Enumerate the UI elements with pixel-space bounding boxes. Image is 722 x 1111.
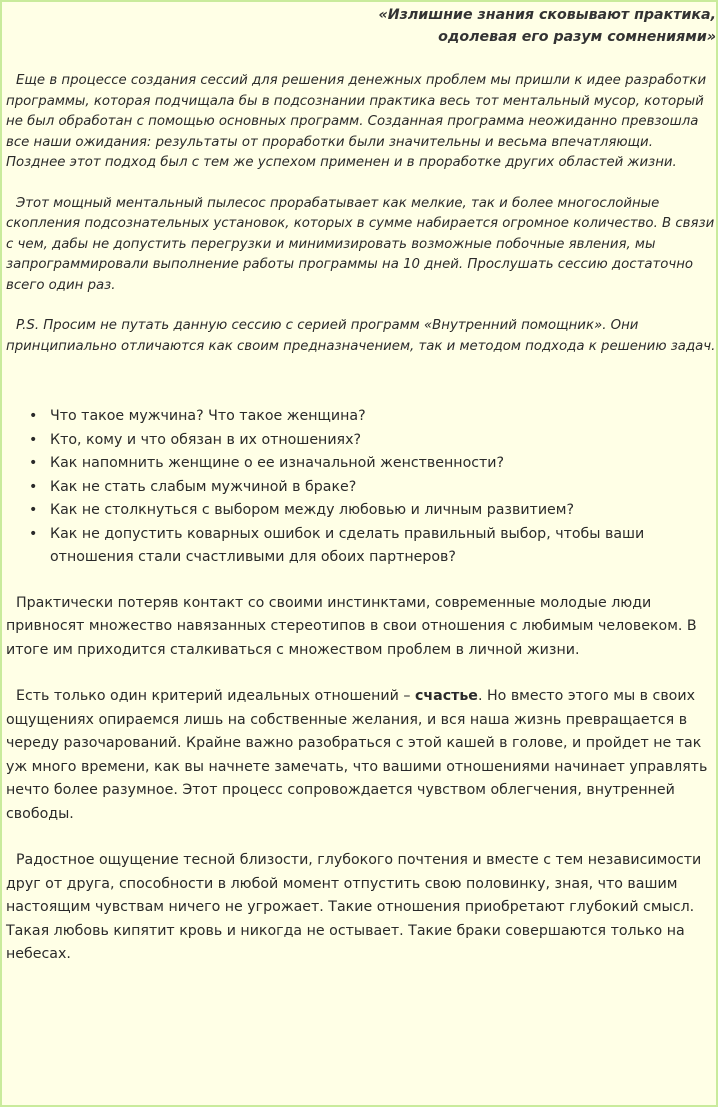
bullet-icon: • [29, 502, 38, 518]
paragraph-text-before: Есть только один критерий идеальных отношений – [16, 688, 415, 704]
list-item [6, 429, 716, 453]
body-paragraph: Практически потеряв контакт со своими инстинктами, современные молодые люди привносят множество навязанных стереотипов в свои отношения с любимым человеком. В итоге им приходится сталкиваться с множеством проблем в личной жизни. [6, 594, 697, 658]
list-item [6, 499, 716, 523]
italic-paragraph: Еще в процессе создания сессий для решения денежных проблем мы пришли к идее разработки программы, которая подчищала бы в подсознании практика весь тот ментальный мусор, который не был обработан с помощью основных программ. Созданная программа неожиданно превзошла все наши ожидания: результаты от проработки были значительны и весьма впечатляющи. Позднее этот подход был с тем же успехом применен и в проработке других областей жизни. [6, 73, 707, 170]
bullet-icon: • [29, 525, 38, 542]
list-item-text: Как не допустить коварных ошибок и сделать правильный выбор, чтобы ваши отношения стали счастливыми для обоих партнеров? [50, 525, 645, 565]
list-item-text: Как напомнить женщине о ее изначальной женственности? [50, 455, 505, 471]
list-item-text: Как не столкнуться с выбором между любовью и личным развитием? [50, 502, 574, 518]
list-item [6, 452, 716, 476]
list-item [6, 476, 716, 500]
list-item-text: Что такое мужчина? Что такое женщина? [50, 408, 366, 424]
epigraph-line-1: «Излишние знания сковывают практика, [378, 7, 716, 23]
list-item-text: Кто, кому и что обязан в их отношениях? [50, 431, 362, 448]
bullet-icon: • [29, 478, 38, 495]
epigraph [6, 4, 716, 48]
article-body [6, 4, 716, 967]
list-item [6, 405, 716, 429]
emphasis-word: счастье [414, 688, 478, 704]
list-item [6, 523, 716, 570]
list-item-text: Как не стать слабым мужчиной в браке? [50, 478, 357, 495]
italic-paragraph: Этот мощный ментальный пылесос прорабатывает как мелкие, так и более многослойные скопления подсознательных установок, которых в сумме набирается огромное количество. В связи с чем, дабы не допустить перегрузки и минимизировать возможные побочные явления, мы запрограммировали выполнение работы программы на 10 дней. Прослушать сессию достаточно всего один раз. [6, 195, 715, 293]
question-list [6, 405, 716, 570]
italic-paragraph: P.S. Просим не путать данную сессию с серией программ «Внутренний помощник». Они принципиально отличаются как своим предназначением, так и методом подхода к решению задач. [6, 318, 716, 354]
body-paragraph [6, 685, 716, 826]
bullet-icon: • [29, 408, 38, 424]
bullet-icon: • [29, 455, 38, 471]
paragraph-text-after: . Но вместо этого мы в своих ощущениях опираемся лишь на собственные желания, и вся наша жизнь превращается в череду разочарований. Крайне важно разобраться с этой кашей в голове, и пройдет не так уж много времени, как вы начнете замечать, что вашими отношениями начинает управлять нечто более разумное. Этот процесс сопровождается чувством облегчения, внутренней свободы. [6, 688, 708, 822]
bullet-icon: • [29, 431, 38, 448]
body-paragraph: Радостное ощущение тесной близости, глубокого почтения и вместе с тем независимости друг от друга, способности в любой момент отпустить свою половинку, зная, что вашим настоящим чувствам ничего не угрожает. Такие отношения приобретают глубокий смысл. Такая любовь кипятит кровь и никогда не остывает. Такие браки совершаются только на небесах. [6, 852, 702, 962]
epigraph-line-2: одолевая его разум сомнениями» [438, 29, 716, 45]
